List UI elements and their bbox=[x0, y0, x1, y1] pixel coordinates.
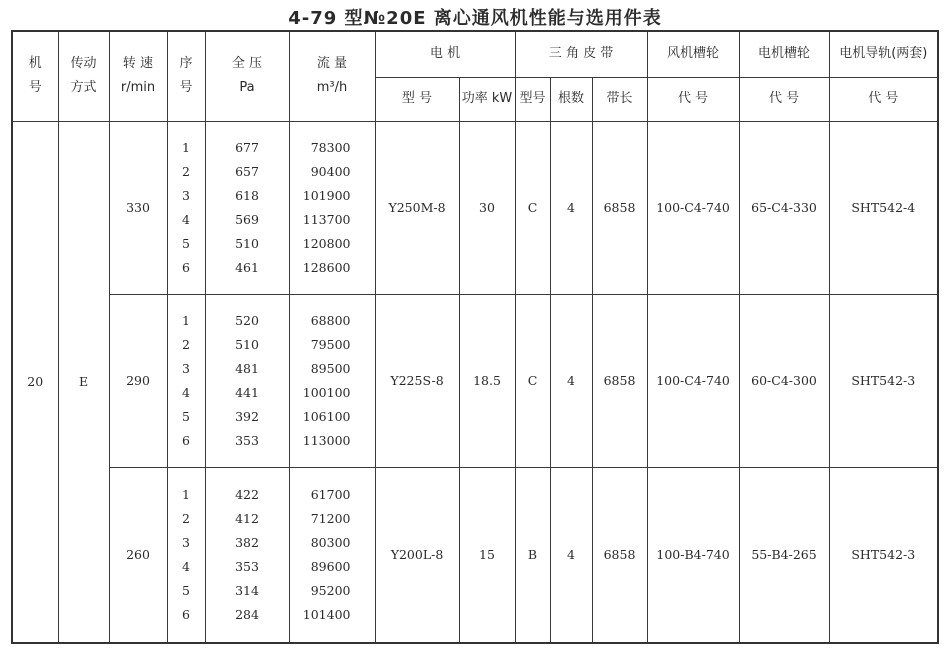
table-title: 4-79 型№20E 离心通风机性能与选用件表 bbox=[288, 8, 662, 29]
speed-cell: 290 bbox=[109, 294, 167, 467]
flow-cell: 68800 79500 89500 100100 106100 113000 bbox=[289, 294, 375, 467]
motor-power-cell: 30 bbox=[459, 121, 515, 294]
belt-count-cell: 4 bbox=[550, 467, 592, 643]
motor-power-cell: 15 bbox=[459, 467, 515, 643]
header-flow: 流 量 m³/h bbox=[289, 31, 375, 121]
header-machine-no: 机 号 bbox=[12, 31, 58, 121]
table-row bbox=[12, 467, 938, 643]
belt-model-cell: C bbox=[515, 121, 550, 294]
header-speed: 转 速 r/min bbox=[109, 31, 167, 121]
motor-power-cell: 18.5 bbox=[459, 294, 515, 467]
motor-pulley-cell: 60-C4-300 bbox=[739, 294, 829, 467]
belt-model-cell: C bbox=[515, 294, 550, 467]
pressure-cell: 677 657 618 569 510 461 bbox=[205, 121, 289, 294]
flow-cell: 61700 71200 80300 89600 95200 101400 bbox=[289, 467, 375, 643]
motor-model-cell: Y200L-8 bbox=[375, 467, 459, 643]
table-row bbox=[12, 121, 938, 294]
motor-model-cell: Y250M-8 bbox=[375, 121, 459, 294]
performance-table bbox=[11, 30, 939, 644]
belt-length-cell: 6858 bbox=[592, 467, 647, 643]
header-motor-pulley: 电机槽轮 bbox=[739, 31, 829, 77]
motor-rail-cell: SHT542-3 bbox=[829, 294, 938, 467]
motor-rail-cell: SHT542-3 bbox=[829, 467, 938, 643]
header-drive: 传动 方式 bbox=[58, 31, 109, 121]
header-pressure: 全 压 Pa bbox=[205, 31, 289, 121]
header-fan-pulley-code: 代 号 bbox=[647, 77, 739, 121]
header-motor-pulley-code: 代 号 bbox=[739, 77, 829, 121]
belt-length-cell: 6858 bbox=[592, 121, 647, 294]
header-motor-rail-code: 代 号 bbox=[829, 77, 938, 121]
seq-cell: 1 2 3 4 5 6 bbox=[167, 121, 205, 294]
belt-length-cell: 6858 bbox=[592, 294, 647, 467]
belt-count-cell: 4 bbox=[550, 121, 592, 294]
speed-cell: 260 bbox=[109, 467, 167, 643]
header-fan-pulley: 风机槽轮 bbox=[647, 31, 739, 77]
pressure-cell: 422 412 382 353 314 284 bbox=[205, 467, 289, 643]
motor-pulley-cell: 65-C4-330 bbox=[739, 121, 829, 294]
drive-cell: E bbox=[58, 121, 109, 643]
seq-cell: 1 2 3 4 5 6 bbox=[167, 294, 205, 467]
header-belt-model: 型号 bbox=[515, 77, 550, 121]
motor-model-cell: Y225S-8 bbox=[375, 294, 459, 467]
belt-count-cell: 4 bbox=[550, 294, 592, 467]
pressure-cell: 520 510 481 441 392 353 bbox=[205, 294, 289, 467]
belt-model-cell: B bbox=[515, 467, 550, 643]
flow-cell: 78300 90400 101900 113700 120800 128600 bbox=[289, 121, 375, 294]
header-seq: 序 号 bbox=[167, 31, 205, 121]
header-belt: 三 角 皮 带 bbox=[515, 31, 647, 77]
fan-pulley-cell: 100-B4-740 bbox=[647, 467, 739, 643]
table-row bbox=[12, 294, 938, 467]
fan-pulley-cell: 100-C4-740 bbox=[647, 294, 739, 467]
motor-pulley-cell: 55-B4-265 bbox=[739, 467, 829, 643]
speed-cell: 330 bbox=[109, 121, 167, 294]
header-row-1 bbox=[12, 31, 938, 77]
header-belt-count: 根数 bbox=[550, 77, 592, 121]
seq-cell: 1 2 3 4 5 6 bbox=[167, 467, 205, 643]
machine-no-cell: 20 bbox=[12, 121, 58, 643]
header-motor-rail: 电机导轨(两套) bbox=[829, 31, 938, 77]
header-motor: 电 机 bbox=[375, 31, 515, 77]
header-motor-power: 功率 kW bbox=[459, 77, 515, 121]
motor-rail-cell: SHT542-4 bbox=[829, 121, 938, 294]
fan-pulley-cell: 100-C4-740 bbox=[647, 121, 739, 294]
header-belt-length: 带长 bbox=[592, 77, 647, 121]
header-motor-model: 型 号 bbox=[375, 77, 459, 121]
